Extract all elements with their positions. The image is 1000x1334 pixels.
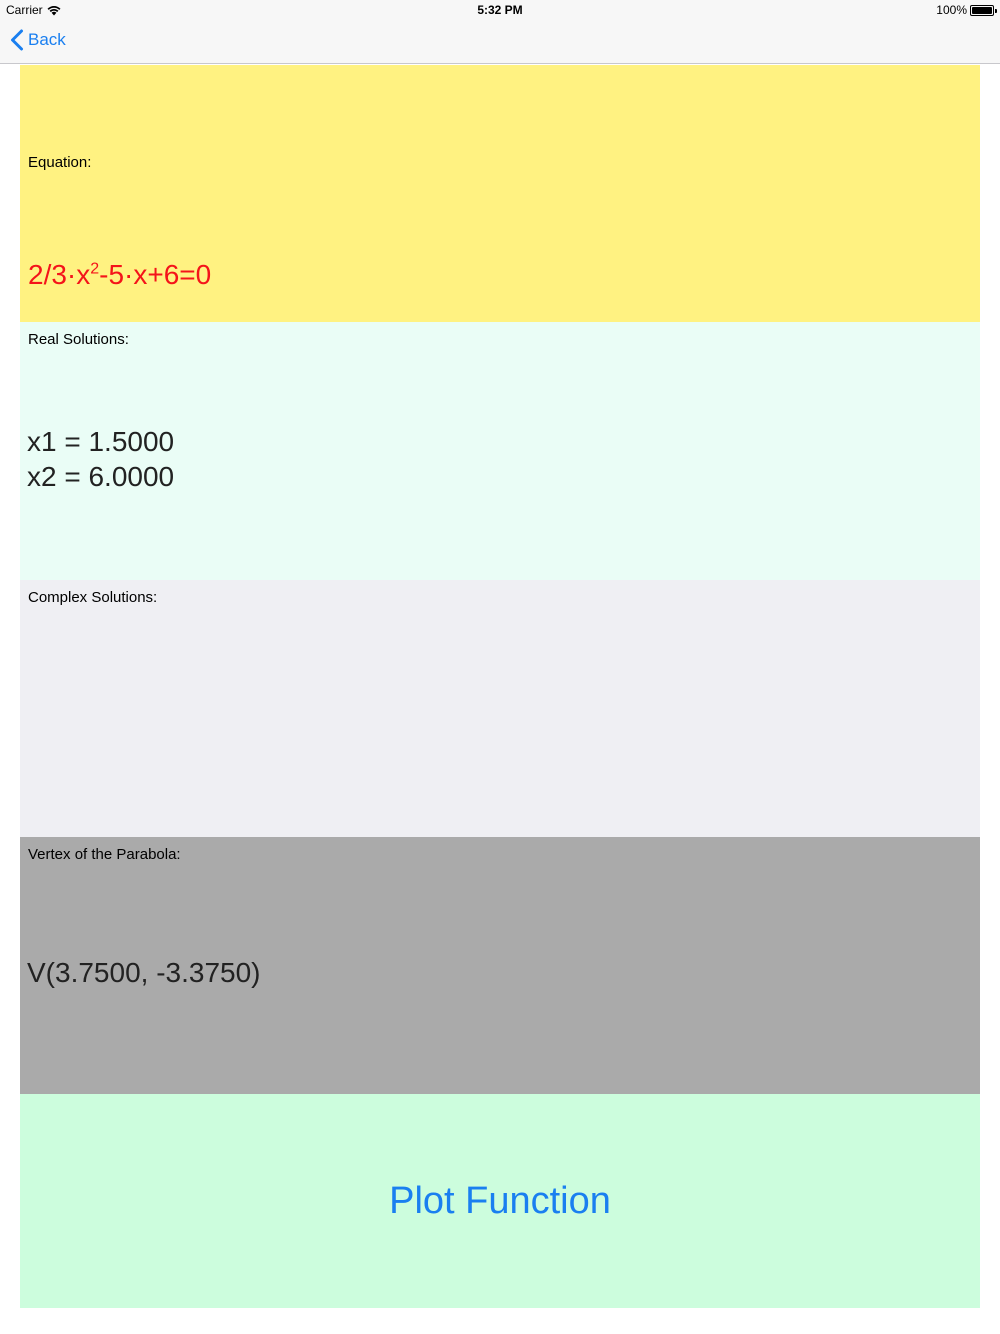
carrier-label: Carrier	[6, 3, 43, 17]
plot-function-button[interactable]	[20, 1094, 980, 1308]
solution-x2: x2 = 6.0000	[27, 461, 175, 492]
equation-suffix: -5·x+6=0	[99, 259, 212, 290]
vertex-panel	[20, 837, 980, 1094]
back-button[interactable]	[10, 29, 66, 51]
status-time: 5:32 PM	[477, 3, 523, 17]
real-solutions-label: Real Solutions:	[28, 331, 129, 348]
real-solutions-panel	[20, 322, 980, 580]
complex-solutions-panel	[20, 580, 980, 837]
chevron-left-icon	[10, 29, 24, 51]
equation-panel	[20, 65, 980, 322]
equation-exponent: 2	[90, 260, 100, 278]
battery-status	[936, 3, 994, 17]
status-bar	[0, 0, 1000, 20]
vertex-value: V(3.7500, -3.3750)	[27, 957, 261, 988]
equation-prefix: 2/3·x	[28, 259, 91, 290]
battery-icon	[970, 5, 994, 16]
equation-value	[28, 259, 211, 291]
plot-function-label: Plot Function	[389, 1179, 611, 1222]
complex-solutions-label: Complex Solutions:	[28, 589, 158, 606]
back-label: Back	[28, 30, 66, 49]
battery-percent: 100%	[936, 3, 967, 17]
solution-x1: x1 = 1.5000	[27, 426, 175, 457]
equation-label: Equation:	[28, 154, 92, 171]
vertex-label: Vertex of the Parabola:	[28, 846, 181, 863]
navigation-bar	[0, 20, 1000, 64]
